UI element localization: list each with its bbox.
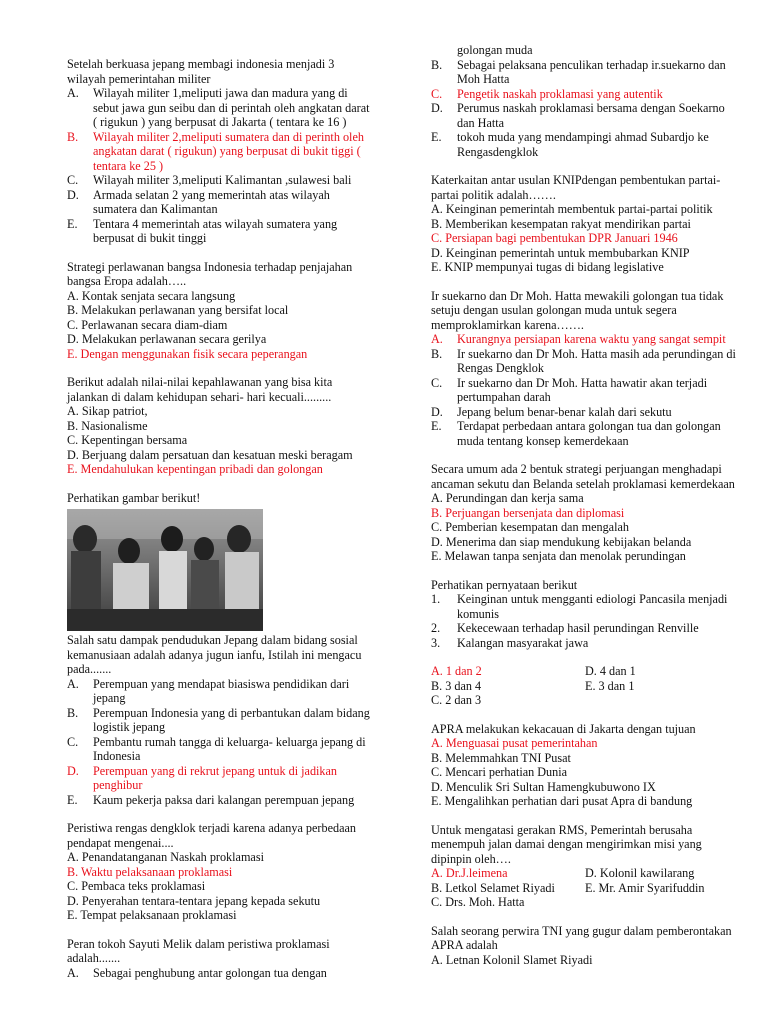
option-b: B. Memberikan kesempatan rakyat mendirikan partai xyxy=(431,216,691,231)
option-a: A. Perundingan dan kerja sama xyxy=(431,491,584,505)
question-stem: Strategi perlawanan bangsa Indonesia terhadap penjajahan bangsa Eropa adalah….. xyxy=(67,259,353,288)
question-stem: Ir suekarno dan Dr Moh. Hatta mewakili golongan tua tidak setuju dengan usulan golongan muda untuk segera memproklamirkan karena……. xyxy=(431,288,724,332)
option-b: B. Perempuan Indonesia yang di perbantukan dalam bidang logistik jepang xyxy=(67,705,370,734)
option-c: C. Pemberian kesempatan dan mengalah xyxy=(431,520,629,534)
option-e: E. Kaum pekerja paksa dari kalangan perempuan jepang xyxy=(67,792,355,807)
option-d: D. Melakukan perlawanan secara gerilya xyxy=(67,332,267,346)
question-stem: Salah seorang perwira TNI yang gugur dalam pemberontakan APRA adalah xyxy=(431,923,732,952)
question-stem: Salah satu dampak pendudukan Jepang dalam bidang sosial kemanusiaan adalah adanya jugun ianfu, Istilah ini mengacu pada....... xyxy=(67,633,362,676)
option-a: A. Penandatanganan Naskah proklamasi xyxy=(67,850,264,864)
option-a: A. Sebagai penghubung antar golongan tua dengan xyxy=(67,965,327,980)
statement-1: 1. Keinginan untuk mengganti ediologi Pancasila menjadi komunis xyxy=(431,592,728,621)
question-3 xyxy=(67,375,370,477)
option-d: D. Menerima dan siap mendukung kebijakan belanda xyxy=(431,534,692,549)
question-stem: Perhatikan pernyataan berikut xyxy=(431,577,578,592)
question-4 xyxy=(67,491,370,808)
option-a-answer: A. 1 dan 2 xyxy=(431,664,482,678)
option-b: B. 3 dan 4 xyxy=(431,678,482,693)
option-c: C. Pembantu rumah tangga di keluarga- keluarga jepang di Indonesia xyxy=(67,734,366,763)
statement-2: 2. Kekecewaan terhadap hasil perundingan Renville xyxy=(431,621,699,635)
question-stem: Peristiwa rengas dengklok terjadi karena adanya perbedaan pendapat mengenai.... xyxy=(67,821,356,850)
option-a: A. Wilayah militer 1,meliputi jawa dan madura yang di sebut jawa gun seibu dan di perintah oleh angkatan darat ( rigukun ) yang berpusat di Jakarta ( tentara ke 16 ) xyxy=(67,86,370,129)
statement-3: 3. Kalangan masyarakat jawa xyxy=(431,635,589,650)
question-stem: Peran tokoh Sayuti Melik dalam peristiwa proklamasi adalah....... xyxy=(67,936,330,965)
question-8 xyxy=(431,289,739,449)
option-e: E. 3 dan 1 xyxy=(585,678,635,693)
option-b: B. Ir suekarno dan Dr Moh. Hatta masih ada perundingan di Rengas Dengklok xyxy=(431,346,736,375)
option-b: B. Nasionalisme xyxy=(67,418,148,433)
question-9 xyxy=(431,462,739,564)
question-11 xyxy=(431,722,739,809)
question-intro: Perhatikan gambar berikut! xyxy=(67,490,201,505)
option-e: E. Mengalihkan perhatian dari pusat Apra di bandung xyxy=(431,794,693,808)
question-stem: Katerkaitan antar usulan KNIPdengan pembentukan partai-partai politik adalah……. xyxy=(431,173,721,202)
answer-options xyxy=(431,664,739,708)
option-a: A. Sikap patriot, xyxy=(67,404,148,418)
option-a-answer: A. Menguasai pusat pemerintahan xyxy=(431,736,598,750)
option-d: D. Kolonil kawilarang xyxy=(585,866,695,880)
option-a: A. Perempuan yang mendapat biasiswa pendidikan dari jepang xyxy=(67,676,350,705)
option-c: C. Kepentingan bersama xyxy=(67,433,188,447)
option-d: D. Menculik Sri Sultan Hamengkubuwono IX xyxy=(431,779,656,794)
option-a-continued: golongan muda xyxy=(457,43,533,57)
option-b: B. Letkol Selamet Riyadi xyxy=(431,880,555,895)
right-column xyxy=(431,43,739,981)
question-10 xyxy=(431,578,739,708)
option-d: D. Berjuang dalam persatuan dan kesatuan meski beragam xyxy=(67,447,353,462)
option-a: A. Kontak senjata secara langsung xyxy=(67,288,236,303)
option-d: D. Perumus naskah proklamasi bersama dengan Soekarno dan Hatta xyxy=(431,101,725,130)
option-a-answer: A. Kurangnya persiapan karena waktu yang sangat sempit xyxy=(431,332,726,346)
option-b-answer: B. Perjuangan bersenjata dan diplomasi xyxy=(431,505,625,520)
question-6 xyxy=(67,937,370,981)
option-b: B. Sebagai pelaksana penculikan terhadap ir.suekarno dan Moh Hatta xyxy=(431,57,726,86)
option-a: A. Keinginan pemerintah membentuk partai-partai politik xyxy=(431,202,713,216)
option-c: C. Pembaca teks proklamasi xyxy=(67,879,206,893)
option-c: C. Ir suekarno dan Dr Moh. Hatta hawatir akan terjadi pertumpahan darah xyxy=(431,375,708,404)
option-c-answer: C. Persiapan bagi pembentukan DPR Januari 1946 xyxy=(431,231,678,245)
question-12 xyxy=(431,823,739,910)
question-stem: Berikut adalah nilai-nilai kepahlawanan yang bisa kita jalankan di dalam kehidupan sehari- hari kecuali......... xyxy=(67,375,333,404)
question-5 xyxy=(67,821,370,923)
question-stem: Untuk mengatasi gerakan RMS, Pemerintah berusaha menempuh jalan damai dengan mengirimkan misi yang dipinpin oleh…. xyxy=(431,822,702,866)
option-a: A. Letnan Kolonil Slamet Riyadi xyxy=(431,952,593,967)
option-e: E. Tempat pelaksanaan proklamasi xyxy=(67,908,237,922)
historical-photo xyxy=(67,509,263,631)
option-b-answer: B. Wilayah militer 2,meliputi sumatera dan di perinth oleh angkatan darat ( rigukun) yang berpusat di bukit tiggi ( tentara ke 25 ) xyxy=(67,129,364,173)
option-e: E. Mr. Amir Syarifuddin xyxy=(585,880,705,895)
option-c: C. 2 dan 3 xyxy=(431,693,482,707)
question-stem: Setelah berkuasa jepang membagi indonesia menjadi 3 wilayah pemerintahan militer xyxy=(67,57,335,86)
option-e: E. Tentara 4 memerintah atas wilayah sumatera yang berpusat di bukit tinggi xyxy=(67,216,338,245)
women-photo-image xyxy=(67,509,263,631)
answer-options xyxy=(431,866,739,910)
question-stem: APRA melakukan kekacauan di Jakarta dengan tujuan xyxy=(431,721,696,736)
option-d: D. Keinginan pemerintah untuk membubarkan KNIP xyxy=(431,245,690,260)
option-d: D. Jepang belum benar-benar kalah dari sekutu xyxy=(431,404,672,419)
option-d: D. Armada selatan 2 yang memerintah atas wilayah sumatera dan Kalimantan xyxy=(67,187,330,216)
option-e: E. tokoh muda yang mendampingi ahmad Subardjo ke Rengasdengklok xyxy=(431,130,709,159)
question-6-continued xyxy=(431,43,739,159)
question-13 xyxy=(431,924,739,968)
option-e-answer: E. Dengan menggunakan fisik secara peperangan xyxy=(67,346,308,361)
option-c-answer: C. Pengetik naskah proklamasi yang autentik xyxy=(431,86,663,101)
left-column xyxy=(67,57,370,994)
option-e: E. Melawan tanpa senjata dan menolak perundingan xyxy=(431,549,686,563)
question-2 xyxy=(67,260,370,362)
question-7 xyxy=(431,173,739,275)
question-stem: Secara umum ada 2 bentuk strategi perjuangan menghadapi ancaman sekutu dan Belanda setelah proklamasi kemerdekaan xyxy=(431,462,735,491)
option-a-answer: A. Dr.J.leimena xyxy=(431,866,508,880)
option-c: C. Mencari perhatian Dunia xyxy=(431,765,568,779)
option-d-answer: D. Perempuan yang di rekrut jepang untuk di jadikan penghibur xyxy=(67,763,338,792)
question-1 xyxy=(67,57,370,246)
option-b: B. Melemmahkan TNI Pusat xyxy=(431,750,571,765)
option-e: E. Terdapat perbedaan antara golongan tua dan golongan muda tentang konsep kemerdekaan xyxy=(431,419,721,448)
option-c: C. Perlawanan secara diam-diam xyxy=(67,317,228,332)
option-b-answer: B. Waktu pelaksanaan proklamasi xyxy=(67,864,233,879)
option-e-answer: E. Mendahulukan kepentingan pribadi dan golongan xyxy=(67,462,323,476)
option-d: D. 4 dan 1 xyxy=(585,664,636,678)
option-d: D. Penyerahan tentara-tentara jepang kepada sekutu xyxy=(67,893,321,908)
option-b: B. Melakukan perlawanan yang bersifat local xyxy=(67,303,289,317)
option-e: E. KNIP mempunyai tugas di bidang legislative xyxy=(431,260,664,274)
option-c: C. Drs. Moh. Hatta xyxy=(431,895,525,909)
option-c: C. Wilayah militer 3,meliputi Kalimantan ,sulawesi bali xyxy=(67,173,352,187)
